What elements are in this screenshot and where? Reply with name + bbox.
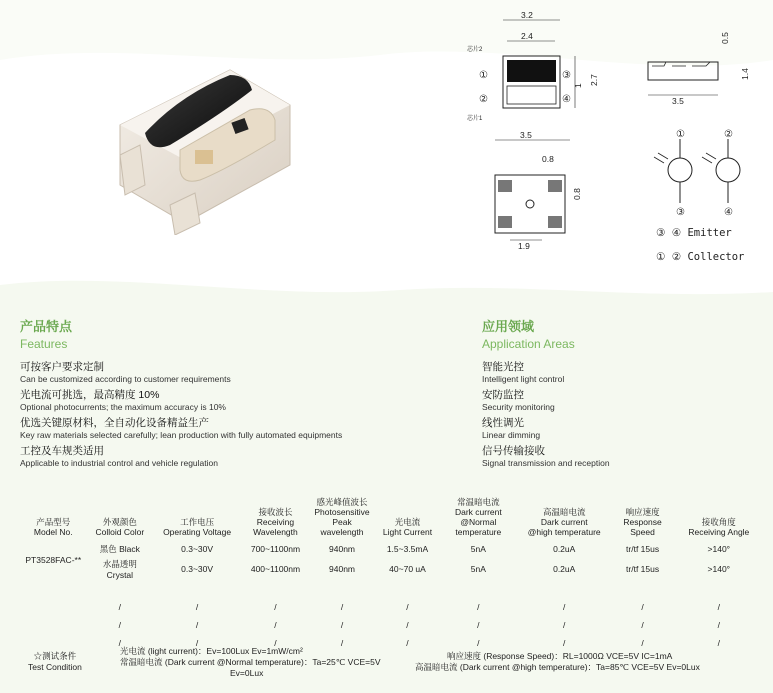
applications-title-en: Application Areas (482, 337, 575, 351)
header-line: 接收角度 (701, 517, 736, 527)
application-cn: 信号传输接收 (482, 445, 545, 457)
pin-3-label: ③ (562, 70, 571, 81)
feature-item (20, 415, 342, 440)
feature-cn: 光电流可挑选，最高精度 10% (20, 389, 160, 401)
table-cell: / (563, 620, 566, 630)
table-cell (20, 598, 87, 616)
features-list (20, 359, 342, 468)
dim-side-3-5: 3.5 (672, 96, 684, 106)
header-line: 产品型号 (36, 517, 71, 527)
header-line: Speed (630, 527, 655, 537)
spec-column-header (374, 497, 441, 540)
legend-emitter (656, 227, 732, 239)
model-cell: PT3528FAC-** (25, 555, 82, 565)
features-title-en: Features (20, 337, 68, 351)
table-cell: / (195, 620, 199, 630)
table-cell: / (717, 638, 720, 648)
dim-1-4: 1.4 (740, 68, 750, 80)
spec-column-header (613, 497, 673, 540)
table-cell: tr/tf 15us (626, 544, 660, 554)
header-line: wavelength (320, 527, 364, 537)
spec-column-header (516, 497, 613, 540)
table-cell: 水晶透明 Crystal (102, 559, 137, 580)
header-line: Operating Voltage (163, 527, 232, 537)
feature-en: Optional photocurrents; the maximum accuracy is 10% (20, 402, 226, 412)
legend-collector-pins: ① ② (656, 251, 682, 263)
spec-column-header (241, 497, 310, 540)
table-cell: >140° (707, 544, 731, 554)
spec-table (20, 497, 765, 652)
header-line: 高温暗电流 (542, 507, 586, 517)
test-condition-cn: ☆测试条件 (33, 651, 77, 661)
test-condition-label (28, 651, 82, 673)
application-item (482, 387, 610, 412)
feature-item (20, 443, 342, 468)
table-row-placeholder (20, 616, 765, 634)
feature-item (20, 387, 342, 412)
spec-column-header (310, 497, 374, 540)
header-line: 光电流 (394, 517, 421, 527)
table-cell: / (340, 638, 344, 648)
circuit-pin-3: ③ (676, 207, 685, 218)
table-cell: 1.5~3.5mA (386, 544, 429, 554)
table-cell: / (717, 602, 720, 612)
header-line: Dark current (454, 507, 502, 517)
spacer-cell (20, 580, 765, 598)
header-line: 接收波长 (258, 507, 293, 517)
table-cell: / (477, 638, 480, 648)
legend-collector-text: Collector (687, 251, 745, 263)
application-item (482, 415, 610, 440)
table-cell: / (118, 620, 121, 630)
applications-title-cn: 应用领域 (482, 319, 535, 334)
feature-cn: 工控及车规类适用 (20, 445, 104, 457)
table-cell: / (406, 638, 409, 648)
application-cn: 安防监控 (482, 389, 524, 401)
side-view-drawing (640, 20, 760, 115)
table-cell: 940nm (329, 544, 356, 554)
legend-emitter-pins: ③ ④ (656, 227, 682, 239)
application-en: Intelligent light control (482, 374, 565, 384)
header-line: @high temperature (527, 527, 601, 537)
circuit-pin-2: ② (724, 129, 733, 140)
dim-bottom-0-8-v: 0.8 (572, 188, 582, 200)
application-en: Security monitoring (482, 402, 555, 412)
table-cell: / (641, 602, 644, 612)
feature-en: Applicable to industrial control and vehicle regulation (20, 458, 218, 468)
circuit-pin-4: ④ (724, 207, 733, 218)
feature-item (20, 359, 342, 384)
spec-column-header (153, 497, 241, 540)
test-condition-left (120, 646, 420, 679)
spec-header-row (20, 497, 765, 540)
application-cn: 线性调光 (482, 417, 524, 429)
header-line: 外观颜色 (102, 517, 137, 527)
header-line: 感光峰值波长 (316, 497, 368, 507)
test-condition-en: Test Condition (28, 662, 82, 672)
dim-0-5: 0.5 (720, 32, 730, 44)
legend-collector (656, 251, 744, 263)
features-section (20, 316, 342, 468)
features-title-cn: 产品特点 (20, 319, 73, 334)
table-cell: / (274, 638, 277, 648)
dim-bottom-3-5: 3.5 (520, 130, 532, 140)
legend-emitter-text: Emitter (687, 227, 732, 239)
header-line: 常温暗电流 (457, 497, 500, 507)
table-cell: / (340, 620, 344, 630)
header-line: Response (623, 517, 662, 527)
dim-2-7: 2.7 (589, 74, 599, 86)
cond-left-2: 常温暗电流 (Dark current @Normal temperature)：Ta=25℃ VCE=5V (120, 657, 381, 667)
spec-column-header (441, 497, 516, 540)
applications-list (482, 359, 610, 468)
cond-left-1: 光电流 (light current)：Ev=100Lux Ev=1mW/cm² (120, 646, 303, 656)
table-cell: 40~70 uA (389, 564, 426, 574)
table-cell (20, 616, 87, 634)
header-line: Model No. (33, 527, 73, 537)
header-line: 工作电压 (180, 517, 215, 527)
table-cell: / (477, 602, 480, 612)
table-cell: 0.3~30V (181, 544, 214, 554)
dim-3-2: 3.2 (521, 10, 533, 20)
application-item (482, 443, 610, 468)
table-cell: 0.2uA (553, 544, 576, 554)
spec-column-header (20, 497, 87, 540)
feature-en: Key raw materials selected carefully; lean production with fully automated equipments (20, 430, 343, 440)
spec-column-header (673, 497, 765, 540)
table-cell: 700~1100nm (250, 544, 301, 554)
table-cell: / (477, 620, 480, 630)
table-cell: 400~1100nm (250, 564, 301, 574)
cond-left-3: Ev=0Lux (230, 668, 264, 678)
table-cell: >140° (707, 564, 731, 574)
dim-2-4: 2.4 (521, 31, 533, 41)
table-cell: 5nA (470, 544, 486, 554)
table-cell: / (340, 602, 344, 612)
header-line: temperature (455, 527, 502, 537)
table-cell: / (717, 620, 720, 630)
table-cell: / (641, 620, 644, 630)
table-cell: / (274, 620, 277, 630)
pin-1-label: ① (479, 70, 488, 81)
circuit-pin-1: ① (676, 129, 685, 140)
header-line: 响应速度 (625, 507, 660, 517)
table-cell: / (195, 638, 199, 648)
header-line: Peak (332, 517, 352, 527)
pin-2-label: ② (479, 94, 488, 105)
top-view-drawing (465, 8, 615, 128)
feature-cn: 可按客户要求定制 (20, 361, 104, 373)
header-line: Light Current (382, 527, 433, 537)
bottom-view-drawing (480, 130, 595, 255)
header-line: Wavelength (253, 527, 298, 537)
header-line: Dark current (540, 517, 588, 527)
table-cell: 0.3~30V (181, 564, 214, 574)
chip2-label: 芯片2 (467, 47, 483, 53)
cond-right-2: 高温暗电流 (Dark current @high temperature)：Ta=85℃ VCE=5V Ev=0Lux (415, 662, 700, 672)
table-cell: 5nA (470, 564, 486, 574)
feature-en: Can be customized according to customer requirements (20, 374, 231, 384)
spec-column-header (87, 497, 154, 540)
table-cell: / (563, 602, 566, 612)
table-row-placeholder (20, 598, 765, 616)
cond-right-1: 响应速度 (Response Speed)：RL=1000Ω VCE=5V IC=1mA (447, 651, 673, 661)
dim-1-9: 1.9 (518, 241, 530, 251)
product-photo (100, 45, 300, 235)
table-cell: / (118, 638, 121, 648)
header-line: Photosensitive (314, 507, 370, 517)
application-en: Linear dimming (482, 430, 541, 440)
dim-bottom-0-8: 0.8 (542, 154, 554, 164)
table-row (20, 558, 765, 580)
feature-cn: 优选关键原材料，全自动化设备精益生产 (20, 417, 209, 429)
application-en: Signal transmission and reception (482, 458, 610, 468)
table-cell (20, 634, 87, 652)
table-cell: tr/tf 15us (626, 564, 660, 574)
circuit-symbol (650, 125, 760, 220)
table-cell: / (118, 602, 121, 612)
table-cell: / (274, 602, 277, 612)
table-row (20, 540, 765, 558)
header-line: Receiving Angle (688, 527, 750, 537)
table-cell: 940nm (329, 564, 356, 574)
table-cell: / (406, 620, 409, 630)
application-item (482, 359, 610, 384)
header-line: @Normal (460, 517, 497, 527)
chip1-label: 芯片1 (467, 116, 483, 122)
header-line: Colloid Color (95, 527, 145, 537)
dim-1: 1 (573, 83, 583, 88)
table-cell: / (641, 638, 644, 648)
pin-4-label: ④ (562, 94, 571, 105)
application-cn: 智能光控 (482, 361, 524, 373)
header-line: Receiving (256, 517, 295, 527)
table-cell: / (563, 638, 566, 648)
table-cell: 黑色 Black (99, 544, 140, 554)
table-cell: / (195, 602, 199, 612)
test-condition-right (415, 651, 765, 673)
applications-section (482, 316, 610, 468)
table-cell: / (406, 602, 409, 612)
table-cell: 0.2uA (553, 564, 576, 574)
spacer-row (20, 580, 765, 598)
